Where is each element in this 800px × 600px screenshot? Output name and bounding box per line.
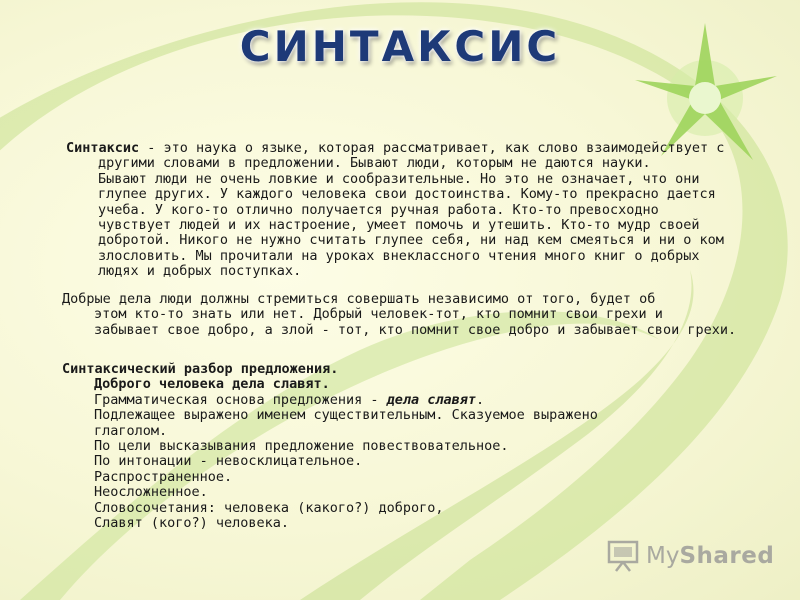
analysis-line: По интонации - невосклицательное. xyxy=(94,453,363,470)
kindness-line: этом кто-то знать или нет. Добрый человек-тот, кто помнит свои грехи и xyxy=(94,306,663,323)
analysis-line: Распространенное. xyxy=(94,468,233,485)
definition-line: глупее других. У каждого человека свои достоинства. Кому-то прекрасно дается xyxy=(98,186,716,203)
analysis-line: глаголом. xyxy=(94,422,168,439)
grammatical-basis-value: дела славят xyxy=(386,391,477,408)
grammatical-basis-line: Грамматическая основа предложения - дела славят. xyxy=(94,391,485,408)
definition-line: чувствует людей и их настроение, умеет помочь и утешить. Кто-то мудр своей xyxy=(98,217,700,234)
syntax-analysis xyxy=(62,362,762,531)
kindness-line: забывает свое добро, а злой - тот, кто помнит свое добро и забывает свои грехи. xyxy=(94,321,737,338)
kindness-paragraph xyxy=(62,292,762,338)
analysis-line: Неосложненное. xyxy=(94,484,208,501)
definition-line: людях и добрых поступках. xyxy=(98,263,302,280)
analysis-line: Подлежащее выражено именем существительным. Сказуемое выражено xyxy=(94,407,598,424)
analysis-line: По цели высказывания предложение повествовательное. xyxy=(94,438,509,455)
definition-paragraph xyxy=(66,141,756,280)
analysis-heading: Синтаксический разбор предложения. xyxy=(62,361,339,377)
definition-line: злословить. Мы прочитали на уроках внеклассного чтения много книг о добрых xyxy=(98,247,700,264)
analysis-sentence: Доброго человека дела славят. xyxy=(94,376,330,393)
definition-line: Бывают люди не очень ловкие и сообразительные. Но это не означает, что они xyxy=(98,170,700,187)
myshared-logo[interactable] xyxy=(606,538,774,574)
definition-first-line: Синтаксис - это наука о языке, которая рассматривает, как слово взаимодействует с xyxy=(66,140,725,156)
term-syntax: Синтаксис xyxy=(66,140,140,156)
page-title: СИНТАКСИС xyxy=(239,22,561,71)
definition-line: другими словами в предложении. Бывают люди, которым не даются науки. xyxy=(98,155,651,172)
definition-line: учеба. У кого-то отлично получается ручная работа. Кто-то превосходно xyxy=(98,201,659,218)
definition-line: добротой. Никого не нужно считать глупее себя, ни над кем смеяться и ни о ком xyxy=(98,232,724,249)
logo-text: MyShared xyxy=(646,543,775,569)
analysis-line: Славят (кого?) человека. xyxy=(94,515,290,532)
presentation-board-icon xyxy=(606,539,640,573)
analysis-line: Словосочетания: человека (какого?) доброго, xyxy=(94,499,444,516)
kindness-first-line: Добрые дела люди должны стремиться совершать независимо от того, будет об xyxy=(62,291,656,307)
